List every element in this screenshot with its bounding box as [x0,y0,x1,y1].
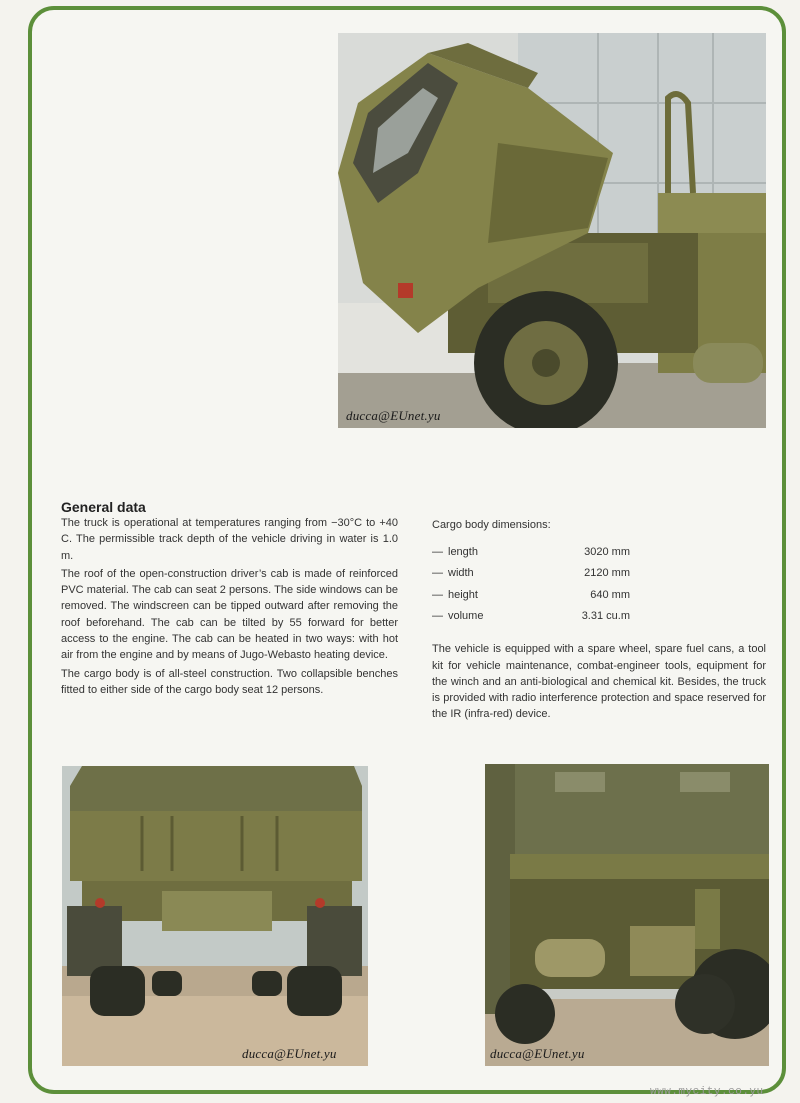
dimension-value: 3020 mm [584,545,630,558]
dimension-dash: — [432,610,443,623]
dimension-row-height [432,584,766,606]
watermark-bottom-left: ducca@EUnet.yu [242,1046,337,1061]
dimension-row-width [432,563,766,585]
site-watermark: www.mycity.co.yu [650,1086,764,1098]
dimension-label: height [448,588,478,601]
dimension-label: length [448,545,478,558]
watermark-top: ducca@EUnet.yu [346,408,441,423]
photo-tilted-cab [338,33,766,428]
dimension-dash: — [432,588,443,601]
paragraph-cargo-body: The cargo body is of all-steel construction. Two collapsible benches fitted to either side of the cargo body seat 12 persons. [61,667,398,696]
dimension-dash: — [432,567,443,580]
dimension-dash: — [432,545,443,558]
dimension-value: 2120 mm [584,567,630,580]
paragraph-temperature: The truck is operational at temperatures ranging from −30°C to +40 C. The permissible track depth of the vehicle driving in water is 1.0 m. [61,517,398,562]
dimension-value: 640 mm [590,588,630,601]
cargo-dimensions-title: Cargo body dimensions: [432,519,551,531]
photo-truck-side [485,764,769,1066]
photo-truck-rear [62,766,368,1066]
dimension-value: 3.31 cu.m [581,610,630,623]
cargo-dimensions-section [432,517,766,723]
general-data-text [61,515,398,700]
paragraph-cab: The roof of the open-construction driver’s cab is made of reinforced PVC material. The cab can seat 2 persons. The side windows can be removed. The windscreen can be tipped outward after removing the roof beforehand. The cab can be tilted by 55 forward for better access to the engine. The cab can be heated in two ways: with hot air from the engine and by means of Jugo-Webasto heating device. [61,567,398,662]
dimension-label: width [448,567,474,580]
dimension-row-length [432,541,766,563]
watermark-bottom-right: ducca@EUnet.yu [490,1046,585,1061]
equipment-paragraph: The vehicle is equipped with a spare wheel, spare fuel cans, a tool kit for vehicle maintenance, combat-engineer tools, equipment for the winch and an anti-biological and chemical kit. Besides, the truck is provided with radio interference protection and space reserved for the IR (infra-red) device. [432,643,766,721]
dimension-label: volume [448,610,484,623]
dimension-row-volume [432,606,766,628]
section-title-general-data: General data [61,499,146,515]
